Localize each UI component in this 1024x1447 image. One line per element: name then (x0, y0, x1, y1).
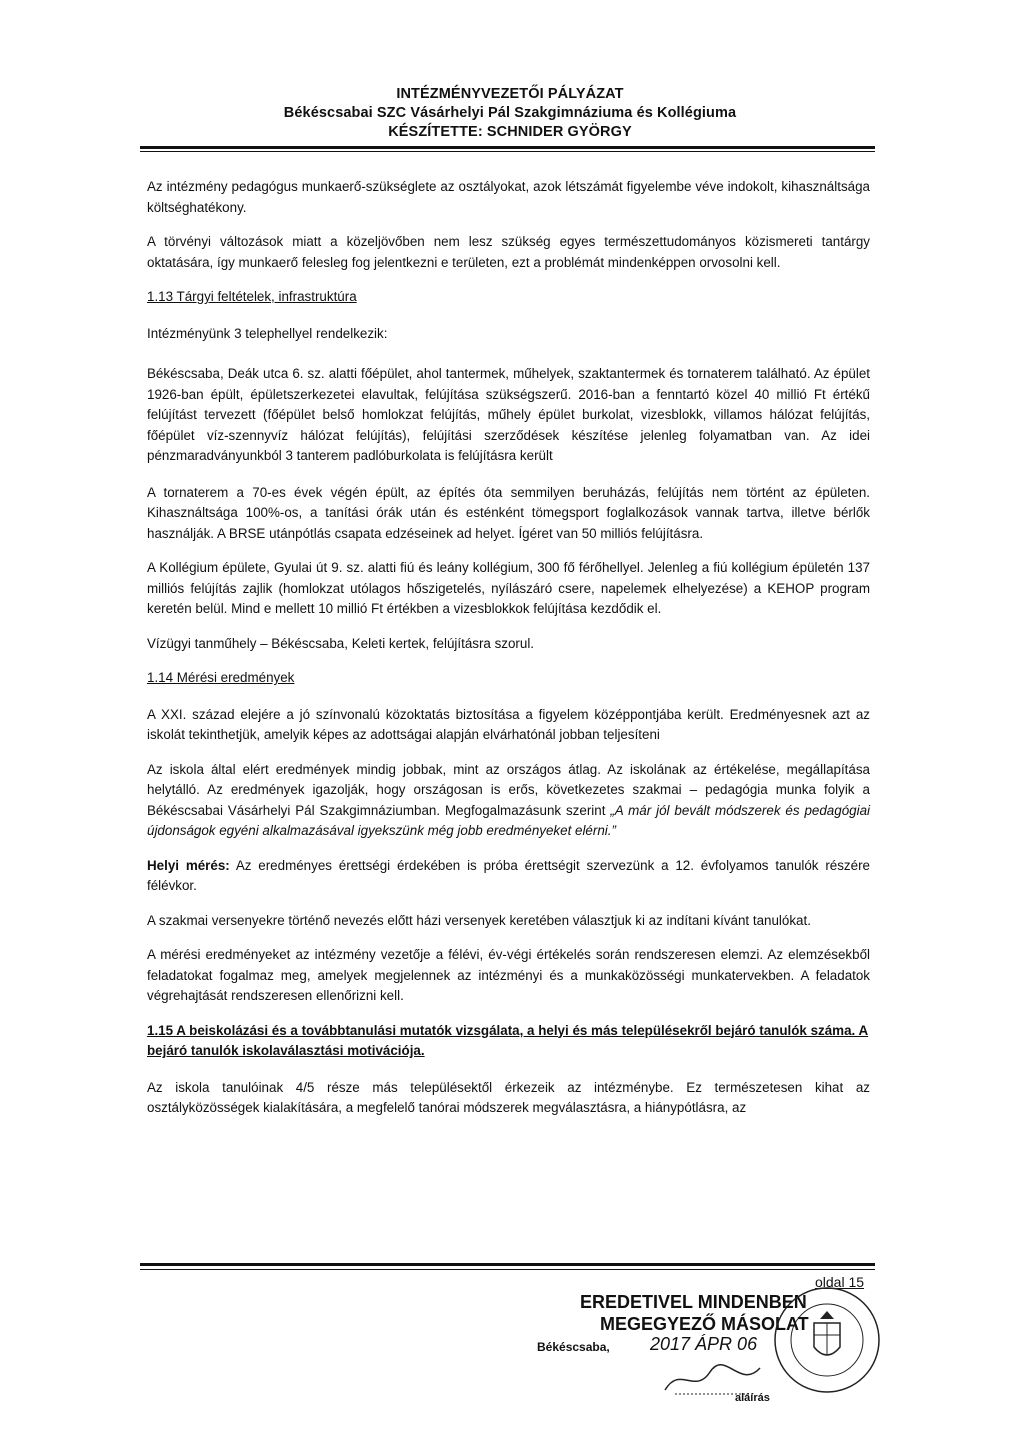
page-header (140, 85, 880, 142)
stamp-signature-label: aláírás (735, 1392, 770, 1404)
section-heading-1-14: 1.14 Mérési eredmények (147, 670, 295, 685)
document-body (147, 177, 870, 1133)
header-title: INTÉZMÉNYVEZETŐI PÁLYÁZAT (396, 86, 624, 102)
footer-rule-thin (140, 1269, 875, 1270)
paragraph: Az intézmény pedagógus munkaerő-szükséglete az osztályokat, azok létszámát figyelembe véve indokolt, kihasználtsága költséghatékony. (147, 179, 870, 215)
header-rule-thin (140, 151, 875, 152)
header-author: KÉSZÍTETTE: SCHNIDER GYÖRGY (388, 124, 632, 140)
paragraph-text: Az eredményes érettségi érdekében is próba érettségit szervezünk a 12. évfolyamos tanulók részére félévkor. (147, 857, 870, 893)
stamp-line-2: MEGEGYEZŐ MÁSOLAT (600, 1314, 809, 1334)
seal-icon (772, 1285, 882, 1395)
paragraph (147, 760, 870, 842)
paragraph: A Kollégium épülete, Gyulai út 9. sz. alatti fiú és leány kollégium, 300 fő férőhellyel. Jelenleg a fiú kollégium épületén 137 milliós felújítás zajlik (homlokzat utólagos hőszigetelés, nyílászáró csere, napelemek elhelyezése) a KEHOP program keretén belül. Mind e mellett 10 millió Ft értékben a vizesblokkok felújítása kezdődik el. (147, 560, 870, 616)
paragraph: Vízügyi tanműhely – Békéscsaba, Keleti kertek, felújításra szorul. (147, 635, 535, 651)
paragraph-text: Az iskola által elért eredmények mindig jobbak, mint az országos átlag. Az iskolának az értékelése, megállapítása helytálló. Az eredmények igazolják, hogy országosan is erős, következetes szakmai – pedagógia munka folyik a Békéscsabai Vásárhelyi Pál Szakgimnáziumban. Megfogalmazásunk szerint (147, 761, 870, 818)
section-heading-1-15: 1.15 A beiskolázási és a továbbtanulási mutatók vizsgálata, a helyi és más településekről bejáró tanulók száma. A bejáró tanulók iskolaválasztási motivációja. (147, 1022, 869, 1058)
paragraph (147, 856, 870, 897)
stamp-date: 2017 ÁPR 06 (650, 1334, 758, 1354)
header-rule (140, 146, 875, 149)
paragraph: Intézményünk 3 telephellyel rendelkezik: (147, 325, 388, 341)
stamp-city: Békéscsaba, (537, 1340, 610, 1354)
signature-icon (660, 1360, 770, 1400)
stamp-line-1: EREDETIVEL MINDENBEN (580, 1292, 807, 1312)
paragraph: A tornaterem a 70-es évek végén épült, az építés óta semmilyen beruházás, felújítás nem történt az épületen. Kihasználtsága 100%-os, a tanítási órák után és esténként tömegsport foglalkozások vannak tartva, illetve bérlők használják. A BRSE utánpótlás csapata edzéseinek ad helyet. Ígéret van 50 milliós felújításra. (147, 484, 870, 541)
paragraph: A XXI. század elejére a jó színvonalú közoktatás biztosítása a figyelem középpontjába került. Eredményesnek azt az iskolát tekinthetjük, amelyik képes az adottságai alapján elvárhatónál jobban teljesíteni (147, 706, 870, 742)
page-number: oldal 15 (815, 1274, 865, 1290)
paragraph-lead: Helyi mérés: (147, 857, 230, 873)
paragraph: Az iskola tanulóinak 4/5 része más településektől érkezeik az intézménybe. Ez természetesen kihat az osztályközösségek kialakítására, a megfelelő tanórai módszerek megválasztásra, a hiánypótlásra, az (147, 1079, 870, 1115)
paragraph: Békéscsaba, Deák utca 6. sz. alatti főépület, ahol tantermek, műhelyek, szaktantermek és tornaterem található. Az épület 1926-ban épült, épületszerkezetei elavultak, felújítása szükségszerű. 2016-ban a fenntartó közel 40 millió Ft értékű felújítást tervezett (főépület belső homlokzat felújítás, műhely épület burkolat, vizesblokk, villamos hálózat felújítás, főépület víz-szennyvíz hálózat felújítás), felújítási szerződések készítése jelenleg folyamatban van. Az idei pénzmaradványunkból 3 tanterem padlóburkolata is felújításra került (147, 366, 870, 463)
section-heading-1-13: 1.13 Tárgyi feltételek, infrastruktúra (147, 289, 357, 304)
paragraph: A mérési eredményeket az intézmény vezetője a félévi, év-végi értékelés során rendszeresen elemzi. Az elemzésekből feladatokat fogalmaz meg, amelyek megjelennek az intézményi és a munkaközösségi munkatervekben. A feladatok végrehajtását rendszeresen ellenőrizni kell. (147, 947, 870, 1003)
header-school: Békéscsabai SZC Vásárhelyi Pál Szakgimnáziuma és Kollégiuma (283, 105, 737, 121)
paragraph: A törvényi változások miatt a közeljövőben nem lesz szükség egyes természettudományos közismereti tantárgy oktatására, így munkaerő felesleg fog jelentkezni e területen, ezt a problémát mindenképpen orvosolni kell. (147, 234, 870, 270)
quote: „A már jól bevált módszerek és pedagógiai újdonságok egyéni alkalmazásával igyekszünk még jobb eredményeket elérni.” (147, 802, 870, 838)
footer-rule (140, 1263, 875, 1266)
paragraph: A szakmai versenyekre történő nevezés előtt házi versenyek keretében választjuk ki az indítani kívánt tanulókat. (147, 912, 811, 928)
